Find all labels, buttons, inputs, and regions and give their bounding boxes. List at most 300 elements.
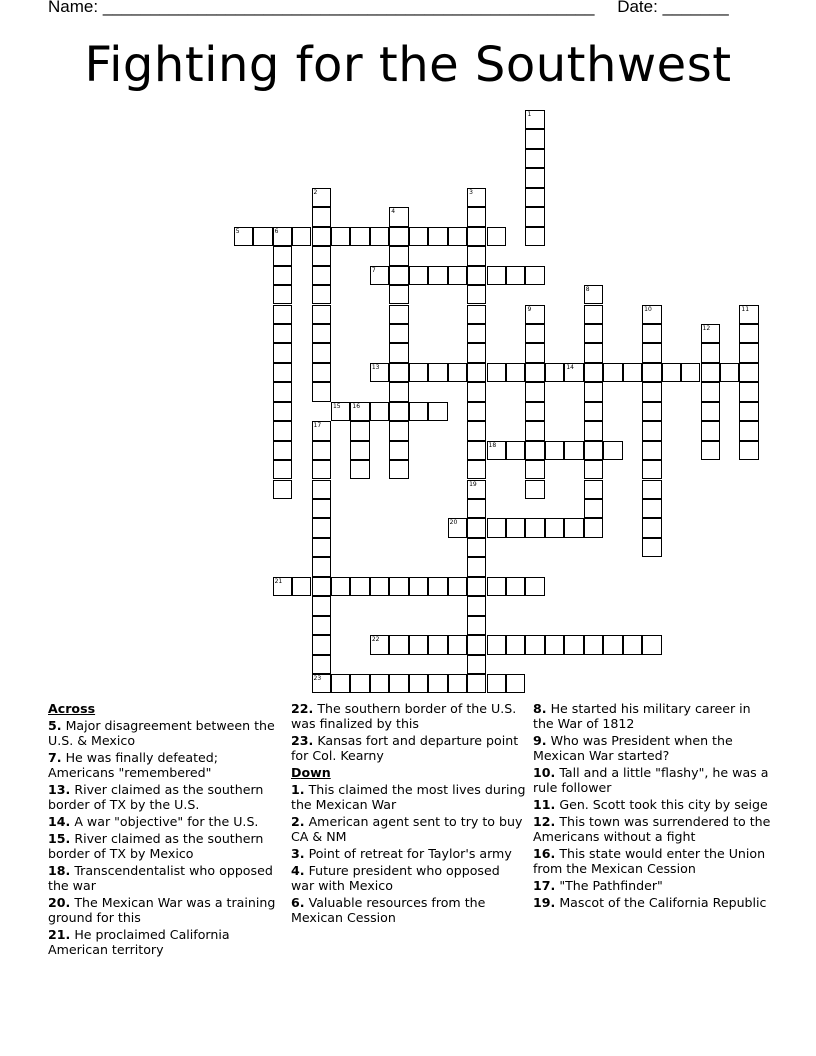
grid-cell[interactable]: [448, 363, 467, 382]
grid-cell[interactable]: [525, 421, 544, 440]
grid-cell[interactable]: [273, 480, 292, 499]
grid-cell[interactable]: [642, 480, 661, 499]
grid-cell[interactable]: [312, 596, 331, 615]
grid-cell[interactable]: [370, 266, 389, 285]
grid-cell[interactable]: [701, 324, 720, 343]
grid-cell[interactable]: [350, 402, 369, 421]
grid-cell[interactable]: [273, 402, 292, 421]
grid-cell[interactable]: [467, 246, 486, 265]
grid-cell[interactable]: [739, 421, 758, 440]
clue-number: 9.: [533, 733, 547, 748]
grid-cell[interactable]: [467, 324, 486, 343]
grid-cell[interactable]: [312, 655, 331, 674]
clue-text: Future president who opposed war with Mexico: [291, 863, 500, 894]
clue-number: 4.: [291, 863, 305, 878]
grid-cell[interactable]: [506, 674, 525, 693]
grid-cell[interactable]: [467, 518, 486, 537]
grid-cell[interactable]: [467, 266, 486, 285]
grid-cell[interactable]: [603, 363, 622, 382]
grid-cell[interactable]: [584, 324, 603, 343]
grid-cell[interactable]: [273, 227, 292, 246]
grid-cell[interactable]: [467, 363, 486, 382]
grid-cell[interactable]: [584, 499, 603, 518]
grid-cell[interactable]: [331, 402, 350, 421]
clue-text: "The Pathfinder": [555, 877, 663, 893]
grid-cell[interactable]: [312, 616, 331, 635]
grid-cell[interactable]: [312, 305, 331, 324]
grid-cell[interactable]: [409, 227, 428, 246]
clue-number: 5: [235, 227, 240, 235]
grid-cell[interactable]: [312, 635, 331, 654]
clue-number: 2: [313, 188, 318, 196]
name-label: Name:: [48, 0, 99, 16]
grid-cell[interactable]: [389, 227, 408, 246]
grid-cell[interactable]: [409, 266, 428, 285]
grid-cell[interactable]: [292, 227, 311, 246]
grid-cell[interactable]: [389, 441, 408, 460]
clue-item: [533, 846, 773, 876]
grid-cell[interactable]: [428, 227, 447, 246]
grid-cell[interactable]: [389, 324, 408, 343]
grid-cell[interactable]: [720, 363, 739, 382]
grid-cell[interactable]: [273, 285, 292, 304]
clue-item: [291, 814, 526, 844]
grid-cell[interactable]: [584, 363, 603, 382]
clue-text: Who was President when the Mexican War started?: [533, 733, 733, 764]
grid-cell[interactable]: [506, 518, 525, 537]
grid-cell[interactable]: [701, 382, 720, 401]
clue-number: 15: [332, 402, 341, 410]
grid-cell[interactable]: [525, 168, 544, 187]
grid-cell[interactable]: [428, 363, 447, 382]
clue-number: 14: [566, 363, 574, 371]
grid-cell[interactable]: [312, 499, 331, 518]
grid-cell[interactable]: [739, 324, 758, 343]
clue-text: Point of retreat for Taylor's army: [304, 846, 512, 862]
clue-number: 19.: [533, 894, 556, 910]
grid-cell[interactable]: [467, 441, 486, 460]
grid-cell[interactable]: [545, 363, 564, 382]
across-clue-list: [48, 718, 283, 957]
grid-cell[interactable]: [545, 635, 564, 654]
grid-cell[interactable]: [467, 343, 486, 362]
grid-cell[interactable]: [389, 246, 408, 265]
clue-number: 18.: [48, 863, 71, 878]
grid-cell[interactable]: [273, 382, 292, 401]
grid-cell[interactable]: [370, 635, 389, 654]
clue-number: 13.: [48, 782, 71, 798]
grid-cell[interactable]: [273, 460, 292, 479]
grid-cell[interactable]: [370, 577, 389, 596]
grid-cell[interactable]: [350, 227, 369, 246]
grid-cell[interactable]: [467, 460, 486, 479]
clue-number: 12: [702, 324, 711, 332]
clue-number: 23.: [291, 733, 314, 748]
grid-cell[interactable]: [234, 227, 253, 246]
grid-cell[interactable]: [564, 635, 583, 654]
grid-cell[interactable]: [370, 402, 389, 421]
clue-item: [48, 863, 283, 893]
grid-cell[interactable]: [739, 382, 758, 401]
grid-cell[interactable]: [701, 343, 720, 362]
grid-cell[interactable]: [312, 538, 331, 557]
clue-number: 22.: [291, 701, 314, 716]
grid-cell[interactable]: [312, 674, 331, 693]
grid-cell[interactable]: [389, 460, 408, 479]
grid-cell[interactable]: [389, 382, 408, 401]
grid-cell[interactable]: [584, 285, 603, 304]
grid-cell[interactable]: [525, 305, 544, 324]
grid-cell[interactable]: [292, 577, 311, 596]
clue-number: 7: [371, 266, 376, 274]
grid-cell[interactable]: [487, 441, 506, 460]
grid-cell[interactable]: [312, 382, 331, 401]
grid-cell[interactable]: [487, 518, 506, 537]
grid-cell[interactable]: [312, 227, 331, 246]
grid-cell[interactable]: [312, 518, 331, 537]
grid-cell[interactable]: [370, 227, 389, 246]
name-line[interactable]: ____________________________________________________: [102, 0, 595, 16]
clue-item: [533, 797, 773, 812]
clue-text: This claimed the most lives during the Mexican War: [291, 782, 526, 813]
grid-cell[interactable]: [389, 402, 408, 421]
grid-cell[interactable]: [448, 227, 467, 246]
clue-number: 9: [527, 305, 532, 313]
grid-cell[interactable]: [701, 441, 720, 460]
grid-cell[interactable]: [467, 616, 486, 635]
clue-text: Gen. Scott took this city by seige: [555, 797, 768, 812]
grid-cell[interactable]: [525, 402, 544, 421]
grid-cell[interactable]: [584, 518, 603, 537]
clue-item: [291, 846, 526, 861]
grid-cell[interactable]: [467, 538, 486, 557]
grid-cell[interactable]: [467, 499, 486, 518]
grid-cell[interactable]: [312, 441, 331, 460]
grid-cell[interactable]: [584, 382, 603, 401]
grid-cell[interactable]: [312, 207, 331, 226]
grid-cell[interactable]: [389, 343, 408, 362]
grid-cell[interactable]: [525, 324, 544, 343]
clue-number: 6.: [291, 895, 305, 910]
grid-cell[interactable]: [545, 518, 564, 537]
grid-cell[interactable]: [389, 674, 408, 693]
grid-cell[interactable]: [525, 577, 544, 596]
grid-cell[interactable]: [389, 207, 408, 226]
grid-cell[interactable]: [525, 110, 544, 129]
grid-cell[interactable]: [623, 635, 642, 654]
grid-cell[interactable]: [389, 421, 408, 440]
clue-number: 16: [352, 402, 361, 410]
grid-cell[interactable]: [487, 674, 506, 693]
clue-text: A war "objective" for the U.S.: [70, 814, 259, 830]
grid-cell[interactable]: [273, 324, 292, 343]
grid-cell[interactable]: [370, 363, 389, 382]
clue-number: 21: [274, 577, 283, 585]
clue-number: 3.: [291, 846, 305, 862]
grid-cell[interactable]: [584, 635, 603, 654]
grid-cell[interactable]: [642, 382, 661, 401]
clue-number: 23: [313, 675, 322, 683]
clue-text: River claimed as the southern border of TX by Mexico: [48, 831, 264, 862]
grid-cell[interactable]: [642, 421, 661, 440]
clue-text: Mascot of the California Republic: [555, 894, 767, 910]
grid-cell[interactable]: [273, 421, 292, 440]
clues-column-1: [48, 701, 283, 959]
clue-number: 10: [644, 305, 652, 313]
grid-cell[interactable]: [350, 460, 369, 479]
grid-cell[interactable]: [428, 635, 447, 654]
grid-cell[interactable]: [389, 266, 408, 285]
grid-cell[interactable]: [448, 577, 467, 596]
grid-cell[interactable]: [467, 674, 486, 693]
grid-cell[interactable]: [506, 441, 525, 460]
clue-item: [291, 863, 526, 893]
grid-cell[interactable]: [331, 674, 350, 693]
down-heading: Down: [291, 765, 331, 780]
grid-cell[interactable]: [525, 129, 544, 148]
grid-cell[interactable]: [409, 363, 428, 382]
clue-text: American agent sent to try to buy CA & NM: [291, 814, 523, 845]
grid-cell[interactable]: [584, 305, 603, 324]
clue-text: The southern border of the U.S. was finalized by this: [291, 701, 517, 732]
grid-cell[interactable]: [467, 188, 486, 207]
grid-cell[interactable]: [350, 674, 369, 693]
grid-cell[interactable]: [487, 227, 506, 246]
clue-item: [533, 878, 773, 893]
grid-cell[interactable]: [370, 674, 389, 693]
clue-text: River claimed as the southern border of TX by the U.S.: [48, 782, 264, 813]
grid-cell[interactable]: [506, 577, 525, 596]
grid-cell[interactable]: [525, 441, 544, 460]
grid-cell[interactable]: [642, 441, 661, 460]
grid-cell[interactable]: [331, 227, 350, 246]
grid-cell[interactable]: [312, 343, 331, 362]
grid-cell[interactable]: [350, 577, 369, 596]
grid-cell[interactable]: [448, 635, 467, 654]
grid-cell[interactable]: [584, 402, 603, 421]
clue-number: 18: [488, 441, 497, 449]
clue-item: [48, 831, 283, 861]
grid-cell[interactable]: [525, 343, 544, 362]
grid-cell[interactable]: [525, 518, 544, 537]
clue-text: Valuable resources from the Mexican Cession: [291, 895, 486, 926]
clue-number: 15.: [48, 831, 71, 846]
grid-cell[interactable]: [525, 227, 544, 246]
grid-cell[interactable]: [739, 305, 758, 324]
grid-cell[interactable]: [642, 363, 661, 382]
grid-cell[interactable]: [525, 382, 544, 401]
grid-cell[interactable]: [487, 635, 506, 654]
grid-cell[interactable]: [642, 635, 661, 654]
grid-cell[interactable]: [525, 188, 544, 207]
grid-cell[interactable]: [467, 635, 486, 654]
grid-cell[interactable]: [467, 382, 486, 401]
clue-item: [291, 895, 526, 925]
grid-cell[interactable]: [312, 480, 331, 499]
clue-number: 16.: [533, 845, 556, 861]
grid-cell[interactable]: [467, 285, 486, 304]
grid-cell[interactable]: [467, 207, 486, 226]
clue-item: [291, 733, 526, 763]
grid-cell[interactable]: [642, 305, 661, 324]
grid-cell[interactable]: [428, 402, 447, 421]
clue-item: [291, 701, 526, 731]
grid-cell[interactable]: [350, 421, 369, 440]
grid-cell[interactable]: [312, 363, 331, 382]
grid-cell[interactable]: [273, 343, 292, 362]
grid-cell[interactable]: [312, 324, 331, 343]
grid-cell[interactable]: [506, 266, 525, 285]
grid-cell[interactable]: [312, 460, 331, 479]
grid-cell[interactable]: [564, 363, 583, 382]
grid-cell[interactable]: [467, 577, 486, 596]
clue-number: 11.: [533, 797, 556, 812]
grid-cell[interactable]: [739, 363, 758, 382]
grid-cell[interactable]: [312, 285, 331, 304]
grid-cell[interactable]: [312, 557, 331, 576]
clue-text: Transcendentalist who opposed the war: [48, 863, 273, 894]
clue-number: 14.: [48, 814, 71, 830]
grid-cell[interactable]: [642, 538, 661, 557]
grid-cell[interactable]: [584, 343, 603, 362]
grid-cell[interactable]: [409, 674, 428, 693]
grid-cell[interactable]: [642, 343, 661, 362]
clue-number: 17.: [533, 877, 556, 893]
grid-cell[interactable]: [428, 266, 447, 285]
grid-cell[interactable]: [389, 305, 408, 324]
grid-cell[interactable]: [584, 480, 603, 499]
grid-cell[interactable]: [389, 577, 408, 596]
grid-cell[interactable]: [273, 305, 292, 324]
clue-number: 13: [371, 363, 380, 371]
grid-cell[interactable]: [389, 363, 408, 382]
grid-cell[interactable]: [584, 421, 603, 440]
grid-cell[interactable]: [564, 441, 583, 460]
grid-cell[interactable]: [273, 363, 292, 382]
grid-cell[interactable]: [428, 674, 447, 693]
clue-item: [48, 927, 283, 957]
grid-cell[interactable]: [448, 518, 467, 537]
grid-cell[interactable]: [642, 460, 661, 479]
grid-cell[interactable]: [389, 285, 408, 304]
grid-cell[interactable]: [506, 635, 525, 654]
grid-cell[interactable]: [331, 577, 350, 596]
grid-cell[interactable]: [603, 635, 622, 654]
grid-cell[interactable]: [642, 402, 661, 421]
grid-cell[interactable]: [506, 363, 525, 382]
grid-cell[interactable]: [312, 577, 331, 596]
grid-cell[interactable]: [525, 149, 544, 168]
grid-cell[interactable]: [662, 363, 681, 382]
clue-text: This state would enter the Union from the Mexican Cession: [533, 845, 766, 876]
grid-cell[interactable]: [273, 246, 292, 265]
grid-cell[interactable]: [312, 266, 331, 285]
grid-cell[interactable]: [584, 441, 603, 460]
grid-cell[interactable]: [487, 363, 506, 382]
grid-cell[interactable]: [525, 460, 544, 479]
grid-cell[interactable]: [273, 441, 292, 460]
grid-cell[interactable]: [253, 227, 272, 246]
down-clue-list: [291, 782, 526, 925]
grid-cell[interactable]: [467, 402, 486, 421]
grid-cell[interactable]: [350, 441, 369, 460]
clues-column-3: [533, 701, 773, 911]
grid-cell[interactable]: [739, 402, 758, 421]
grid-cell[interactable]: [701, 421, 720, 440]
grid-cell[interactable]: [642, 324, 661, 343]
grid-cell[interactable]: [525, 266, 544, 285]
grid-cell[interactable]: [312, 246, 331, 265]
grid-cell[interactable]: [467, 480, 486, 499]
grid-cell[interactable]: [448, 266, 467, 285]
grid-cell[interactable]: [312, 188, 331, 207]
grid-cell[interactable]: [312, 421, 331, 440]
grid-cell[interactable]: [273, 577, 292, 596]
grid-cell[interactable]: [409, 635, 428, 654]
clue-text: He started his military career in the War of 1812: [533, 701, 751, 732]
clue-number: 10.: [533, 765, 556, 780]
grid-cell[interactable]: [467, 227, 486, 246]
grid-cell[interactable]: [623, 363, 642, 382]
grid-cell[interactable]: [525, 635, 544, 654]
grid-cell[interactable]: [545, 441, 564, 460]
grid-cell[interactable]: [273, 266, 292, 285]
clue-number: 6: [274, 227, 279, 235]
grid-cell[interactable]: [467, 655, 486, 674]
grid-cell[interactable]: [642, 499, 661, 518]
grid-cell[interactable]: [739, 441, 758, 460]
grid-cell[interactable]: [525, 207, 544, 226]
grid-cell[interactable]: [428, 577, 447, 596]
grid-cell[interactable]: [467, 557, 486, 576]
grid-cell[interactable]: [584, 460, 603, 479]
clue-number: 8.: [533, 701, 547, 716]
grid-cell[interactable]: [564, 518, 583, 537]
grid-cell[interactable]: [701, 402, 720, 421]
grid-cell[interactable]: [642, 518, 661, 537]
clue-text: He proclaimed California American territory: [48, 927, 230, 958]
grid-cell[interactable]: [525, 363, 544, 382]
grid-cell[interactable]: [448, 674, 467, 693]
clue-item: [291, 782, 526, 812]
grid-cell[interactable]: [409, 577, 428, 596]
date-line[interactable]: _______: [662, 0, 729, 16]
grid-cell[interactable]: [409, 402, 428, 421]
grid-cell[interactable]: [389, 635, 408, 654]
grid-cell[interactable]: [487, 266, 506, 285]
clue-number: 5.: [48, 718, 62, 734]
clue-text: Tall and a little "flashy", he was a rule follower: [533, 765, 769, 796]
grid-cell[interactable]: [701, 363, 720, 382]
grid-cell[interactable]: [603, 441, 622, 460]
grid-cell[interactable]: [467, 596, 486, 615]
clue-number: 17: [313, 422, 322, 430]
clue-number: 20.: [48, 895, 71, 910]
clue-text: Kansas fort and departure point for Col. Kearny: [291, 733, 519, 764]
grid-cell[interactable]: [739, 343, 758, 362]
clue-number: 2.: [291, 814, 305, 830]
clue-item: [533, 895, 773, 910]
grid-cell[interactable]: [467, 421, 486, 440]
grid-cell[interactable]: [681, 363, 700, 382]
grid-cell[interactable]: [525, 480, 544, 499]
clues-column-2: [291, 701, 526, 927]
clue-number: 8: [585, 286, 590, 294]
grid-cell[interactable]: [487, 577, 506, 596]
page-title: Fighting for the Southwest: [84, 37, 732, 93]
grid-cell[interactable]: [467, 305, 486, 324]
clue-item: [533, 814, 773, 844]
